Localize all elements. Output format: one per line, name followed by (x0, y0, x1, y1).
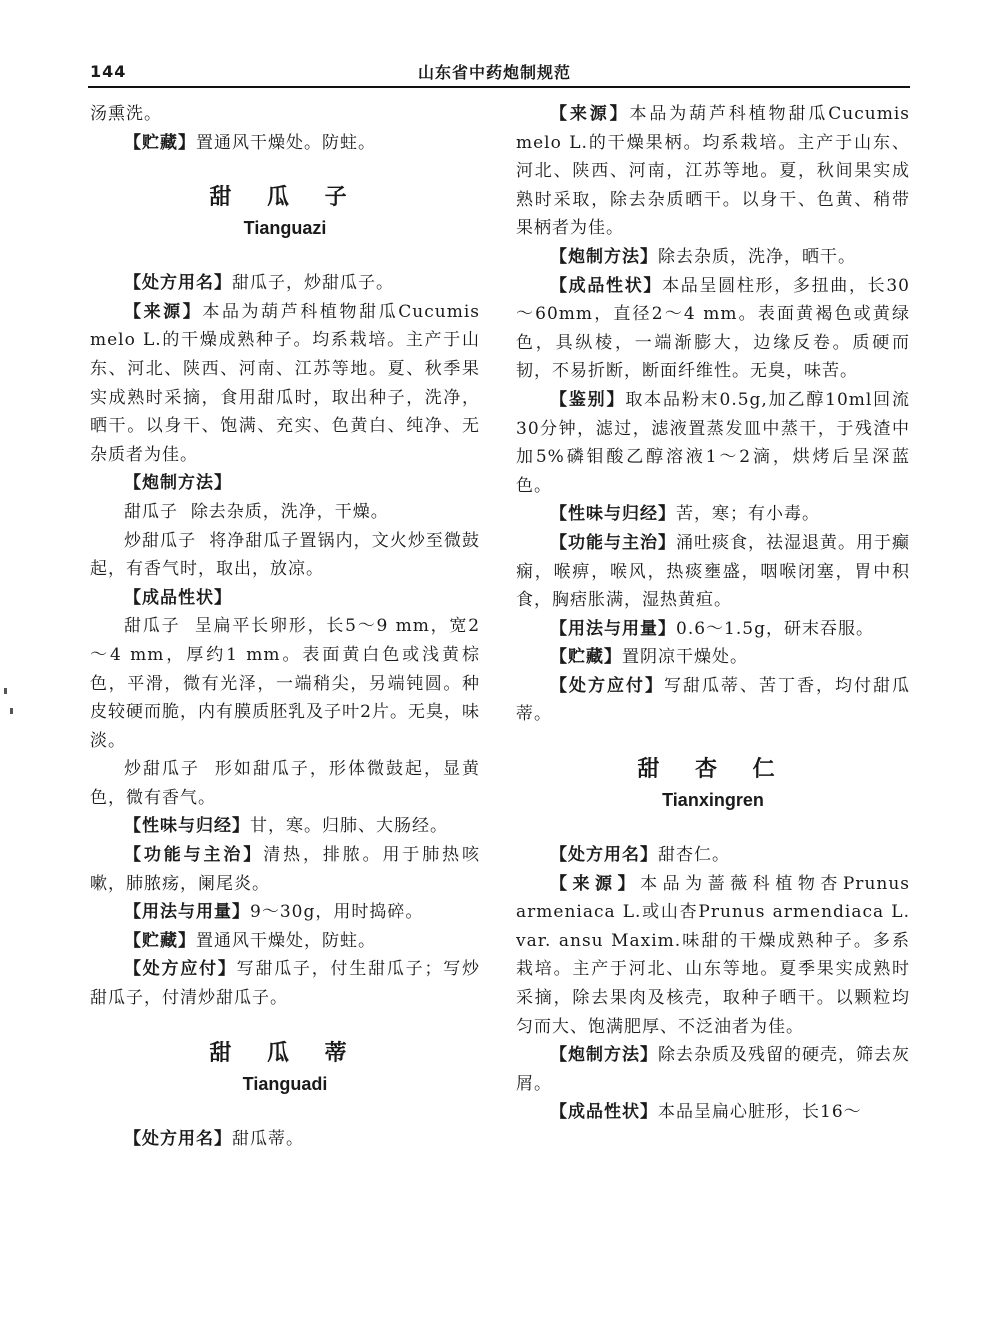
continued-text: 汤熏洗。 (90, 104, 162, 124)
item-name: 炒甜瓜子 (124, 530, 197, 551)
entry-heading (516, 755, 910, 815)
dispense-paragraph (90, 955, 480, 1012)
right-column (516, 100, 910, 1127)
section-text: 涌吐痰食，祛湿退黄。用于癫痫，喉痹，喉风，热痰壅盛，咽喉闭塞，胃中积食，胸痞胀满，湿热黄疸。 (516, 532, 910, 611)
usage-paragraph (90, 898, 480, 927)
section-text: 甜瓜子，炒甜瓜子。 (232, 273, 394, 294)
section-text: 写甜瓜蒂、苦丁香，均付甜瓜蒂。 (516, 675, 910, 725)
left-column (90, 100, 480, 1153)
dispense-paragraph (516, 672, 910, 729)
traits-heading (90, 584, 480, 613)
section-label: 【成品性状】 (124, 587, 232, 608)
item-text: 呈扁平长卵形，长5～9 mm，宽2～4 mm，厚约1 mm。表面黄白色或浅黄棕色，平滑，微有光泽，一端稍尖，另端钝圆。种皮较硬而脆，内有膜质胚乳及子叶2片。无臭，味淡。 (90, 616, 481, 751)
item-text: 将净甜瓜子置锅内，文火炒至微鼓起，有香气时，取出，放凉。 (90, 530, 481, 580)
section-text: 取本品粉末0.5g,加乙醇10ml回流30分钟，滤过，滤液置蒸发皿中蒸干，于残渣中加5%磷钼酸乙醇溶液1～2滴，烘烤后呈深蓝色。 (516, 389, 911, 496)
header-rule (88, 86, 910, 88)
item-text: 形如甜瓜子，形体微鼓起，显黄色，微有香气。 (90, 759, 481, 808)
section-text: 置阴凉干燥处。 (622, 647, 748, 668)
section-label: 【用法与用量】 (550, 618, 676, 639)
entry-heading (90, 1039, 480, 1099)
nature-paragraph (516, 500, 910, 529)
source-paragraph (90, 298, 480, 470)
entry-title: 甜 瓜 蒂 (209, 1040, 361, 1066)
section-label: 【处方应付】 (550, 675, 664, 696)
section-label: 【处方用名】 (124, 273, 232, 294)
rx-name-paragraph (90, 1125, 480, 1154)
section-label: 【贮藏】 (124, 132, 196, 153)
section-text: 本品呈圆柱形，多扭曲，长30～60mm，直径2～4 mm。表面黄褐色或黄绿色，具纵棱，一端渐膨大，边缘反卷。质硬而韧，不易折断，断面纤维性。无臭，味苦。 (516, 275, 910, 382)
section-text: 本品呈扁心脏形，长16～ (658, 1102, 862, 1123)
page-header (0, 0, 999, 92)
section-text: 9～30g，用时捣碎。 (250, 902, 424, 923)
processing-paragraph (516, 243, 910, 272)
section-label: 【炮制方法】 (124, 473, 232, 494)
section-label: 【处方用名】 (550, 845, 658, 866)
section-label: 【来源】 (124, 301, 203, 322)
entry-heading (90, 183, 480, 243)
scan-speck (4, 688, 7, 694)
section-text: 清热，排脓。用于肺热咳嗽，肺脓疡，阑尾炎。 (90, 845, 481, 894)
section-label: 【贮藏】 (124, 930, 196, 951)
entry-pinyin: Tianxingren (662, 790, 764, 811)
entry-title: 甜 杏 仁 (637, 757, 789, 783)
rx-name-paragraph (516, 841, 910, 870)
section-text: 本品为蔷薇科植物杏Prunus armeniaca L.或山杏Prunus armendiaca L. var. ansu Maxim.味甜的干燥成熟种子。多系栽培。主产于河北、山东等地。夏季果实成熟时采摘，除去果肉及核壳，取种子晒干。以颗粒均匀而大、饱满肥厚、不泛油者为佳。 (516, 873, 911, 1037)
item-name: 甜瓜子 (124, 616, 181, 637)
section-label: 【贮藏】 (550, 647, 622, 668)
section-text: 甜瓜蒂。 (232, 1128, 304, 1149)
section-text: 除去杂质及残留的硬壳，筛去灰屑。 (516, 1045, 910, 1094)
function-paragraph (516, 529, 910, 615)
storage-paragraph (516, 643, 910, 672)
entry-pinyin: Tianguadi (242, 1073, 328, 1094)
section-text: 0.6～1.5g，研末吞服。 (676, 618, 874, 639)
section-text: 置通风干燥处。防蛀。 (196, 132, 376, 153)
page-number: 144 (90, 62, 127, 81)
trait-item (90, 755, 480, 812)
section-label: 【功能与主治】 (550, 532, 676, 553)
entry-title: 甜 瓜 子 (209, 185, 361, 211)
section-label: 【性味与归经】 (550, 504, 676, 525)
section-label: 【性味与归经】 (124, 816, 250, 837)
processing-item (90, 498, 480, 527)
running-title: 山东省中药炮制规范 (418, 63, 572, 82)
item-name: 炒甜瓜子 (124, 759, 201, 780)
section-text: 置通风干燥处，防蛀。 (196, 930, 376, 951)
section-text: 写甜瓜子，付生甜瓜子；写炒甜瓜子，付清炒甜瓜子。 (90, 959, 481, 1009)
traits-paragraph (516, 272, 910, 386)
section-text: 甜杏仁。 (658, 845, 730, 866)
section-text: 苦，寒；有小毒。 (676, 504, 820, 525)
section-label: 【功能与主治】 (124, 845, 264, 866)
section-label: 【来源】 (550, 873, 641, 894)
section-label: 【炮制方法】 (550, 246, 658, 267)
processing-item (90, 527, 480, 584)
section-text: 除去杂质，洗净，晒干。 (658, 246, 856, 267)
traits-paragraph (516, 1098, 910, 1127)
processing-heading (90, 469, 480, 498)
storage-paragraph (90, 129, 480, 158)
nature-paragraph (90, 812, 480, 841)
section-label: 【鉴别】 (550, 389, 626, 410)
storage-paragraph (90, 927, 480, 956)
item-text: 除去杂质，洗净，干燥。 (190, 501, 389, 522)
section-label: 【处方应付】 (124, 959, 237, 980)
source-paragraph (516, 100, 910, 243)
source-paragraph (516, 870, 910, 1042)
section-label: 【用法与用量】 (124, 902, 250, 923)
processing-paragraph (516, 1041, 910, 1098)
identify-paragraph (516, 386, 910, 500)
section-label: 【来源】 (550, 104, 630, 124)
section-label: 【成品性状】 (550, 1102, 658, 1123)
section-text: 本品为葫芦科植物甜瓜Cucumis melo L.的干燥成熟种子。均系栽培。主产于山东、河北、陕西、河南、江苏等地。夏、秋季果实成熟时采摘，食用甜瓜时，取出种子，洗净，晒干。以身干、饱满、充实、色黄白、纯净、无杂质者为佳。 (90, 301, 480, 465)
item-name: 甜瓜子 (124, 501, 178, 522)
function-paragraph (90, 841, 480, 898)
usage-paragraph (516, 615, 910, 644)
section-label: 【炮制方法】 (550, 1045, 658, 1066)
rx-name-paragraph (90, 269, 480, 298)
section-text: 甘，寒。归肺、大肠经。 (250, 816, 448, 837)
trait-item (90, 612, 480, 755)
section-label: 【处方用名】 (124, 1128, 232, 1149)
section-label: 【成品性状】 (550, 275, 663, 296)
scan-speck (10, 708, 13, 714)
entry-pinyin: Tianguazi (243, 218, 327, 239)
section-text: 本品为葫芦科植物甜瓜Cucumis melo L.的干燥果柄。均系栽培。主产于山东、河北、陕西、河南，江苏等地。夏，秋间果实成熟时采取，除去杂质晒干。以身干、色黄、稍带果柄者为佳。 (516, 104, 910, 239)
